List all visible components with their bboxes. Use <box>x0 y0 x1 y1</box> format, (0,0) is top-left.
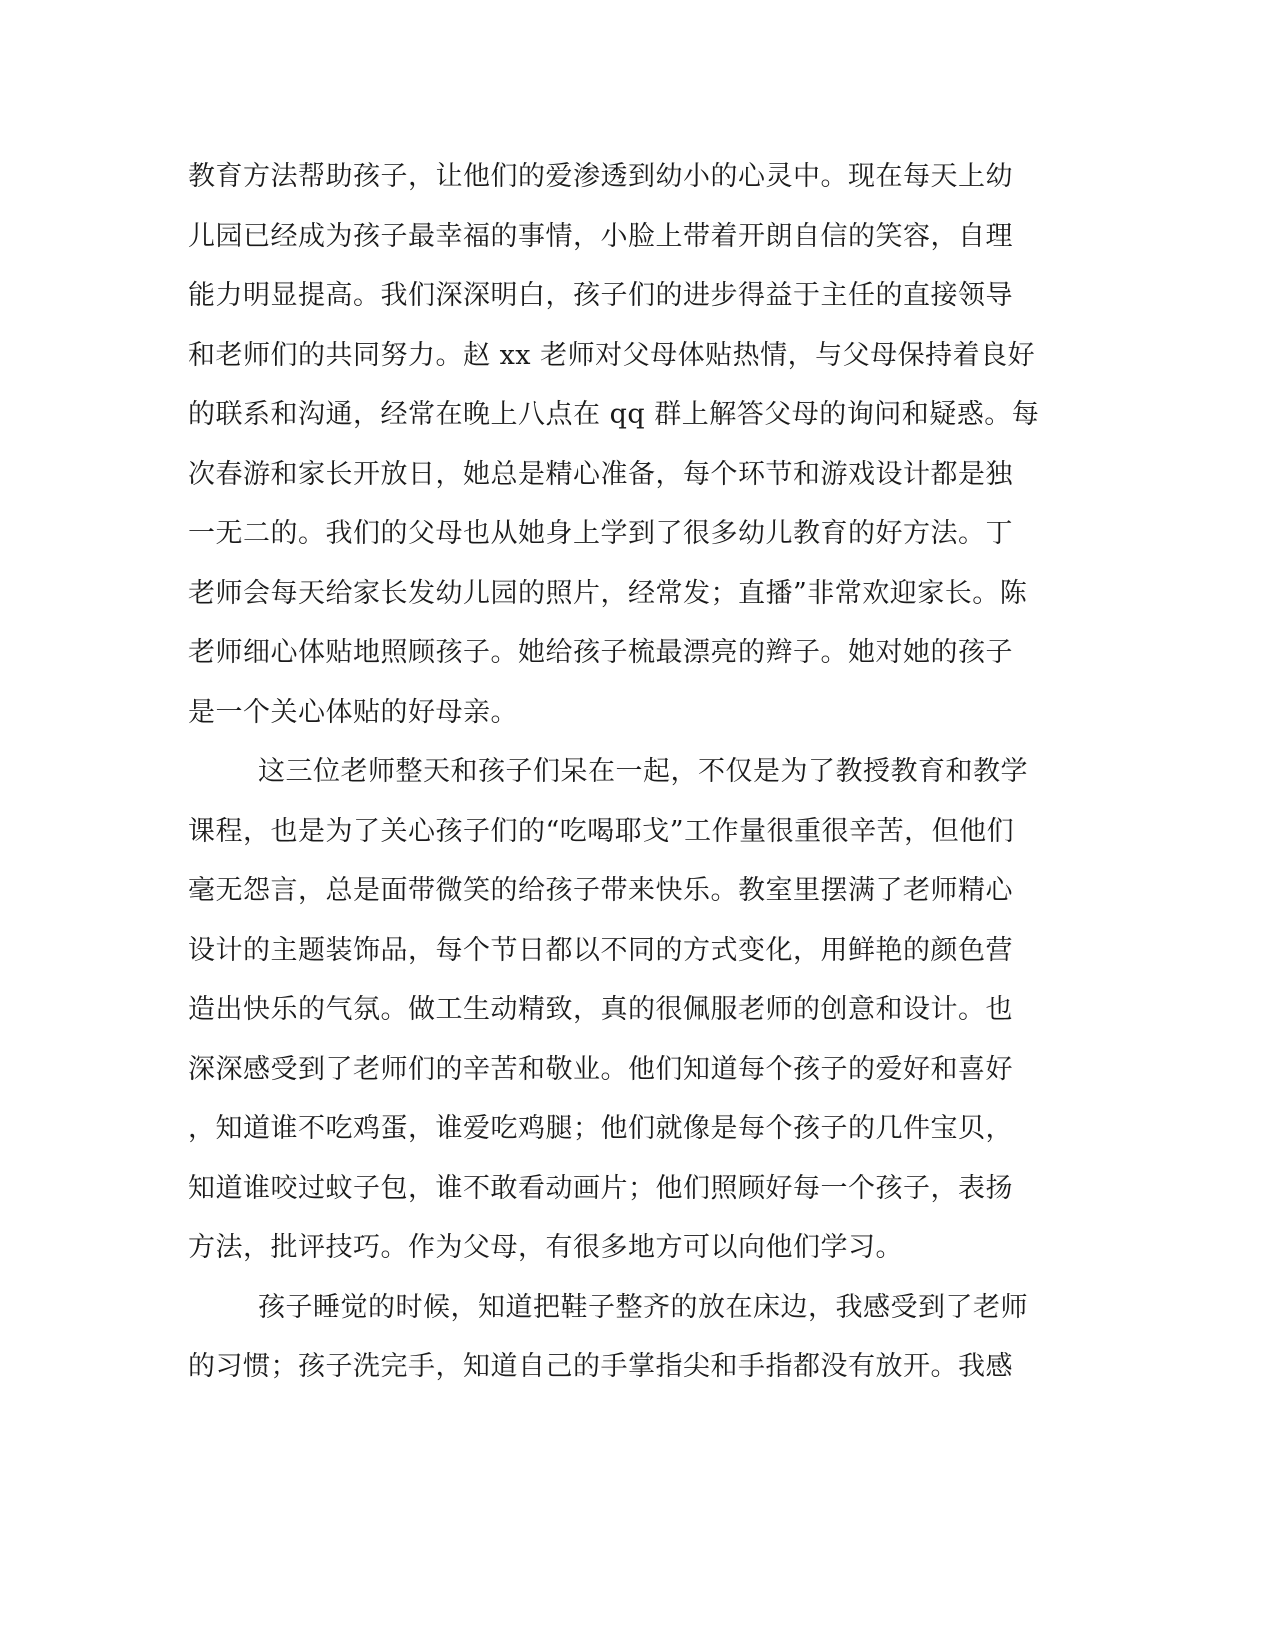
paragraph-start-line: 这三位老师整天和孩子们呆在一起，不仅是为了教授教育和教学 <box>258 756 1028 787</box>
text-line: 一无二的。我们的父母也从她身上学到了很多幼儿教育的好方法。丁 <box>188 518 1013 549</box>
text-line: 老师细心体贴地照顾孩子。她给孩子梳最漂亮的辫子。她对她的孩子 <box>188 637 1013 668</box>
document-body <box>188 147 1078 1397</box>
text-line: 设计的主题装饰品，每个节日都以不同的方式变化，用鲜艳的颜色营 <box>188 934 1013 966</box>
text-line: 是一个关心体贴的好母亲。 <box>188 696 518 728</box>
text-line: 能力明显提高。我们深深明白，孩子们的进步得益于主任的直接领导 <box>188 280 1013 311</box>
text-line: 的联系和沟通，经常在晚上八点在 qq 群上解答父母的询问和疑惑。每 <box>188 399 1040 430</box>
text-line: 老师会每天给家长发幼儿园的照片，经常发；直播”非常欢迎家长。陈 <box>188 577 1028 609</box>
text-line: 知道谁咬过蚊子包，谁不敢看动画片；他们照顾好每一个孩子，表扬 <box>188 1172 1013 1204</box>
text-line: 的习惯；孩子洗完手，知道自己的手掌指尖和手指都没有放开。我感 <box>188 1351 1013 1382</box>
text-line: ，知道谁不吃鸡蛋，谁爱吃鸡腿；他们就像是每个孩子的几件宝贝， <box>188 1113 1013 1144</box>
text-line: 方法，批评技巧。作为父母，有很多地方可以向他们学习。 <box>188 1232 903 1263</box>
text-line: 课程，也是为了关心孩子们的“吃喝耶戈”工作量很重很辛苦，但他们 <box>188 815 1015 847</box>
text-line: 教育方法帮助孩子，让他们的爱渗透到幼小的心灵中。现在每天上幼 <box>188 161 1013 192</box>
text-line: 深深感受到了老师们的辛苦和敬业。他们知道每个孩子的爱好和喜好 <box>188 1053 1013 1085</box>
text-line: 毫无怨言，总是面带微笑的给孩子带来快乐。教室里摆满了老师精心 <box>188 875 1013 906</box>
text-line: 儿园已经成为孩子最幸福的事情，小脸上带着开朗自信的笑容，自理 <box>188 220 1013 252</box>
paragraph-start-line: 孩子睡觉的时候，知道把鞋子整齐的放在床边，我感受到了老师 <box>258 1291 1028 1323</box>
text-line: 和老师们的共同努力。赵 xx 老师对父母体贴热情，与父母保持着良好 <box>188 339 1036 371</box>
text-line: 次春游和家长开放日，她总是精心准备，每个环节和游戏设计都是独 <box>188 458 1013 490</box>
text-line: 造出快乐的气氛。做工生动精致，真的很佩服老师的创意和设计。也 <box>188 994 1013 1025</box>
